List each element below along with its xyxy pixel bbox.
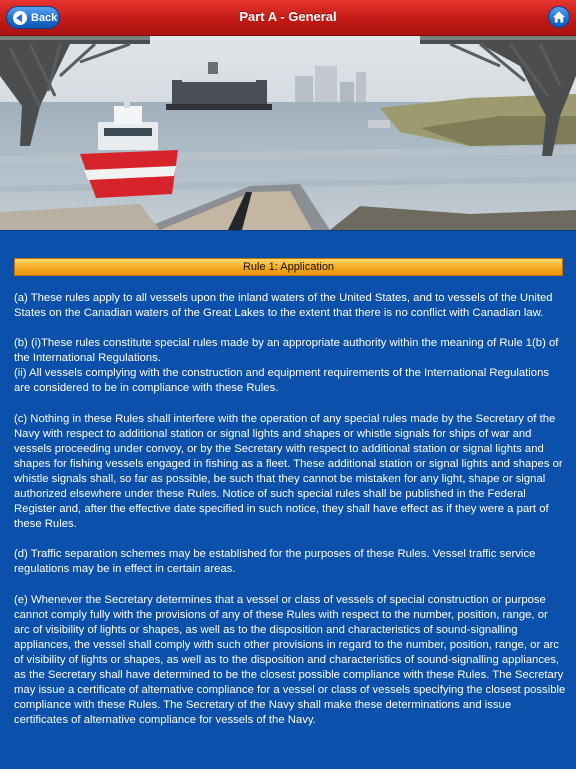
home-button[interactable] <box>548 6 570 28</box>
rule-paragraph-b-ii: (ii) All vessels complying with the construction and equipment requirements of the International Regulations are considered to be in compliance with these Rules. <box>14 367 550 395</box>
harbor-illustration-icon <box>0 36 576 230</box>
home-icon <box>552 10 566 24</box>
rule-paragraph-a: (a) These rules apply to all vessels upon the inland waters of the United States, and to vessels of the United States on the Canadian waters of the Great Lakes to the extent that there is no conflict with Canadian law. <box>14 292 553 320</box>
back-button-label: Back <box>31 11 58 24</box>
rule-text <box>14 291 566 743</box>
rule-paragraph-b-i: (b) (i)These rules constitute special rules made by an appropriate authority within the meaning of Rule 1(b) of the International Regulations. <box>14 337 559 365</box>
back-button[interactable] <box>6 6 60 29</box>
back-arrow-icon <box>13 11 27 25</box>
navigation-bar <box>0 0 576 36</box>
rule-paragraph-c: (c) Nothing in these Rules shall interfere with the operation of any special rules made by the Secretary of the Navy with respect to additional station or signal lights and shapes or whistle signals for ships of war and vessels proceeding under convoy, or by the Secretary with respect to additional station or signal lights and shapes for fishing vessels engaged in fishing as a fleet. These additional station or signal lights and shapes or whistle signals shall, so far as possible, be such that they cannot be mistaken for any light, shape or signal authorized elsewhere under these Rules. Notice of such special rules shall be published in the Federal Register and, after the effective date specified in such notice, they shall have effect as if they were a part of these Rules. <box>14 412 563 531</box>
rule-title: Rule 1: Application <box>14 258 563 276</box>
rule-paragraph-e: (e) Whenever the Secretary determines that a vessel or class of vessels of special construction or purpose cannot comply fully with the provisions of any of these Rules with respect to the number, position, range, or arc of visibility of lights or shapes, as well as to the disposition and characteristics of sound-signalling appliances, the vessel shall comply with such other provisions in regard to the number, position, range, or arc of visibility of lights or shapes, as well as to the disposition and characteristics of sound-signalling appliances, as the Secretary shall have determined to be the closest possible compliance with these Rules. The Secretary may issue a certificate of alternative compliance for a vessel or class of vessels specifying the closest possible compliance with these Rules. The Secretary of the Navy shall make these determinations and issue certificates of alternative compliance for vessels of the Navy. <box>14 593 566 727</box>
page-title: Part A - General <box>239 9 337 24</box>
rule-paragraph-d: (d) Traffic separation schemes may be established for the purposes of these Rules. Vessel traffic service regulations may be in effect in certain areas. <box>14 548 536 576</box>
rule-content <box>0 230 576 769</box>
harbor-illustration <box>0 36 576 230</box>
